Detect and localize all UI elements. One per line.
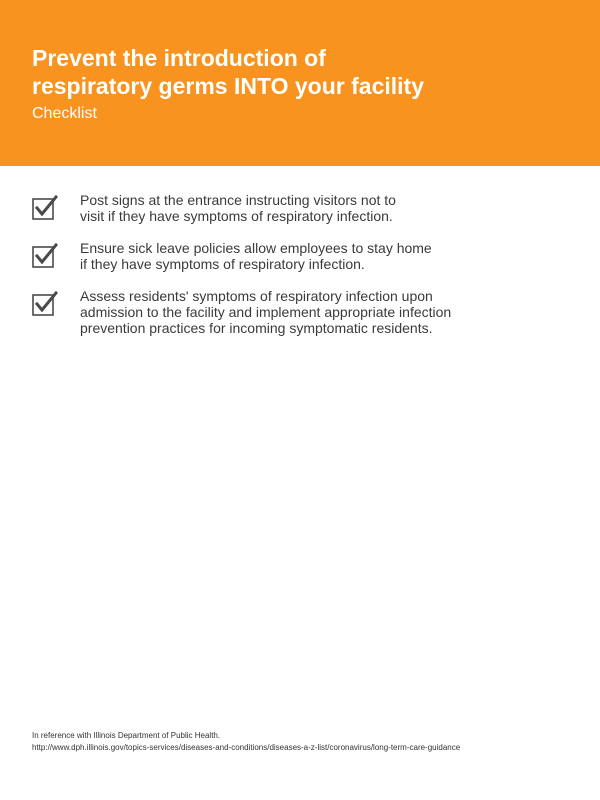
checklist-item-line: Ensure sick leave policies allow employees to stay home — [80, 240, 432, 256]
checklist-item-line: Assess residents' symptoms of respiratory infection upon — [80, 288, 433, 304]
checklist-item-line: admission to the facility and implement appropriate infection — [80, 304, 452, 320]
checklist-item-text — [80, 192, 480, 224]
title-line-2: respiratory germs INTO your facility — [32, 73, 424, 99]
checkbox-checked-icon — [32, 242, 58, 268]
header-banner — [0, 0, 600, 166]
checklist-item-line: if they have symptoms of respiratory infection. — [80, 256, 365, 272]
checklist-item-text — [80, 288, 520, 336]
checklist-item-line: Post signs at the entrance instructing visitors not to — [80, 192, 396, 208]
checklist-item-line: prevention practices for incoming symptomatic residents. — [80, 320, 433, 336]
title-line-1: Prevent the introduction of — [32, 45, 326, 71]
page-subtitle: Checklist — [32, 105, 97, 122]
checklist-item-line: visit if they have symptoms of respiratory infection. — [80, 208, 393, 224]
page-title — [32, 44, 572, 100]
reference-text: In reference with Illinois Department of Public Health. — [32, 731, 221, 740]
checkbox-checked-icon — [32, 290, 58, 316]
footer-reference — [32, 730, 592, 754]
checklist-item-text — [80, 240, 480, 272]
checkbox-checked-icon — [32, 194, 58, 220]
reference-url: http://www.dph.illinois.gov/topics-services/diseases-and-conditions/diseases-a-z-list/coronavirus/long-term-care-guidance — [32, 743, 461, 752]
